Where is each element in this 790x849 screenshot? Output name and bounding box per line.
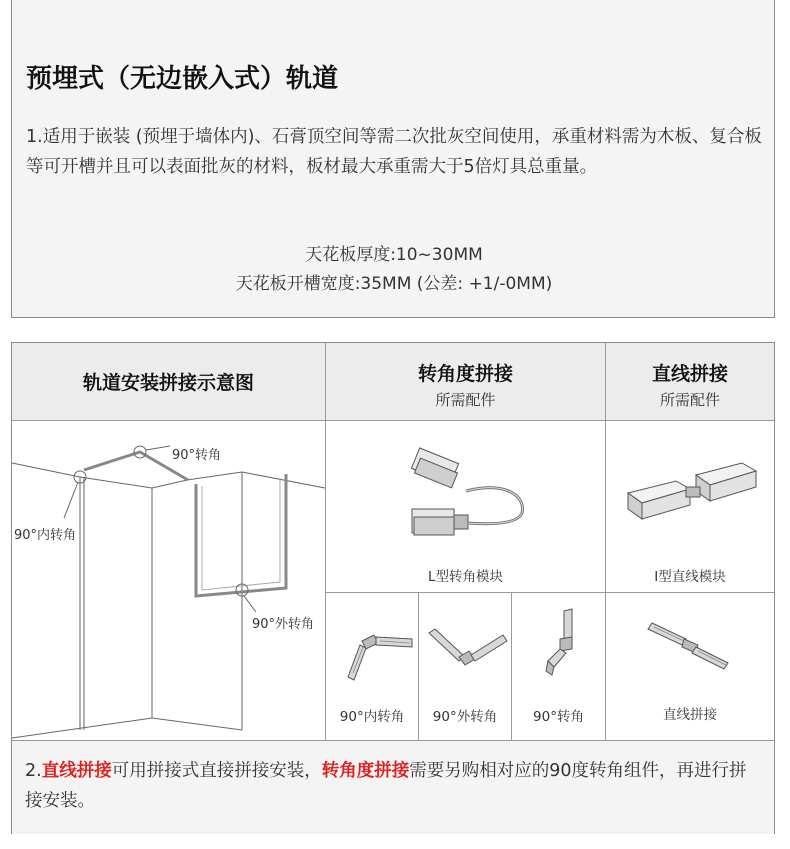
room-diagram xyxy=(12,420,325,740)
caption-i-module: I型直线模块 xyxy=(654,569,726,585)
i-straight-module-image xyxy=(606,421,774,561)
header-corner-title: 转角度拼接 xyxy=(417,363,513,385)
corner-90-image xyxy=(512,595,605,705)
outer-corner-image xyxy=(419,595,511,705)
note-prefix: 2. xyxy=(25,761,42,781)
spec-groove-width: 天花板开槽宽度:35MM (公差: +1/-0MM) xyxy=(235,274,553,294)
note-highlight-straight: 直线拼接 xyxy=(41,761,112,781)
inner-corner-image xyxy=(326,595,418,705)
installation-table xyxy=(11,342,775,834)
header-diagram-title: 轨道安装拼接示意图 xyxy=(82,372,254,394)
note-highlight-corner: 转角度拼接 xyxy=(321,761,410,781)
label-90-outer: 90°外转角 xyxy=(252,617,315,632)
caption-straight: 直线拼接 xyxy=(663,707,717,723)
caption-outer-corner: 90°外转角 xyxy=(432,709,498,725)
page-title: 预埋式（无边嵌入式）轨道 xyxy=(26,64,339,94)
note-mid: 可用拼接式直接拼接安装， xyxy=(111,761,322,781)
note-suffix: 需要另购相对应的90度转角组件，再进行拼接安装。 xyxy=(25,761,747,811)
caption-90-corner: 90°转角 xyxy=(533,709,584,725)
header-straight xyxy=(606,343,774,420)
grid-line xyxy=(325,592,774,593)
label-90-inner: 90°内转角 xyxy=(14,528,77,543)
intro-paragraph: 1.适用于嵌装 (预埋于墙体内)、石膏顶空间等需二次批灰空间使用，承重材料需为木板、复合板等可开槽并且可以表面批灰的材料，板材最大承重需大于5倍灯具总重量。 xyxy=(26,127,762,177)
l-corner-module-image xyxy=(326,421,605,561)
header-corner xyxy=(326,343,605,420)
header-straight-title: 直线拼接 xyxy=(651,363,728,385)
note-panel xyxy=(12,740,774,834)
note-text xyxy=(25,756,763,816)
header-diagram xyxy=(12,343,325,420)
straight-connector-image xyxy=(606,595,774,705)
caption-inner-corner: 90°内转角 xyxy=(339,709,405,725)
intro-panel xyxy=(11,0,775,318)
header-corner-sub: 所需配件 xyxy=(435,391,496,409)
caption-l-module: L型转角模块 xyxy=(427,569,504,585)
spec-thickness: 天花板厚度:10~30MM xyxy=(305,245,483,265)
header-straight-sub: 所需配件 xyxy=(659,391,720,409)
label-90-corner: 90°转角 xyxy=(172,448,222,463)
